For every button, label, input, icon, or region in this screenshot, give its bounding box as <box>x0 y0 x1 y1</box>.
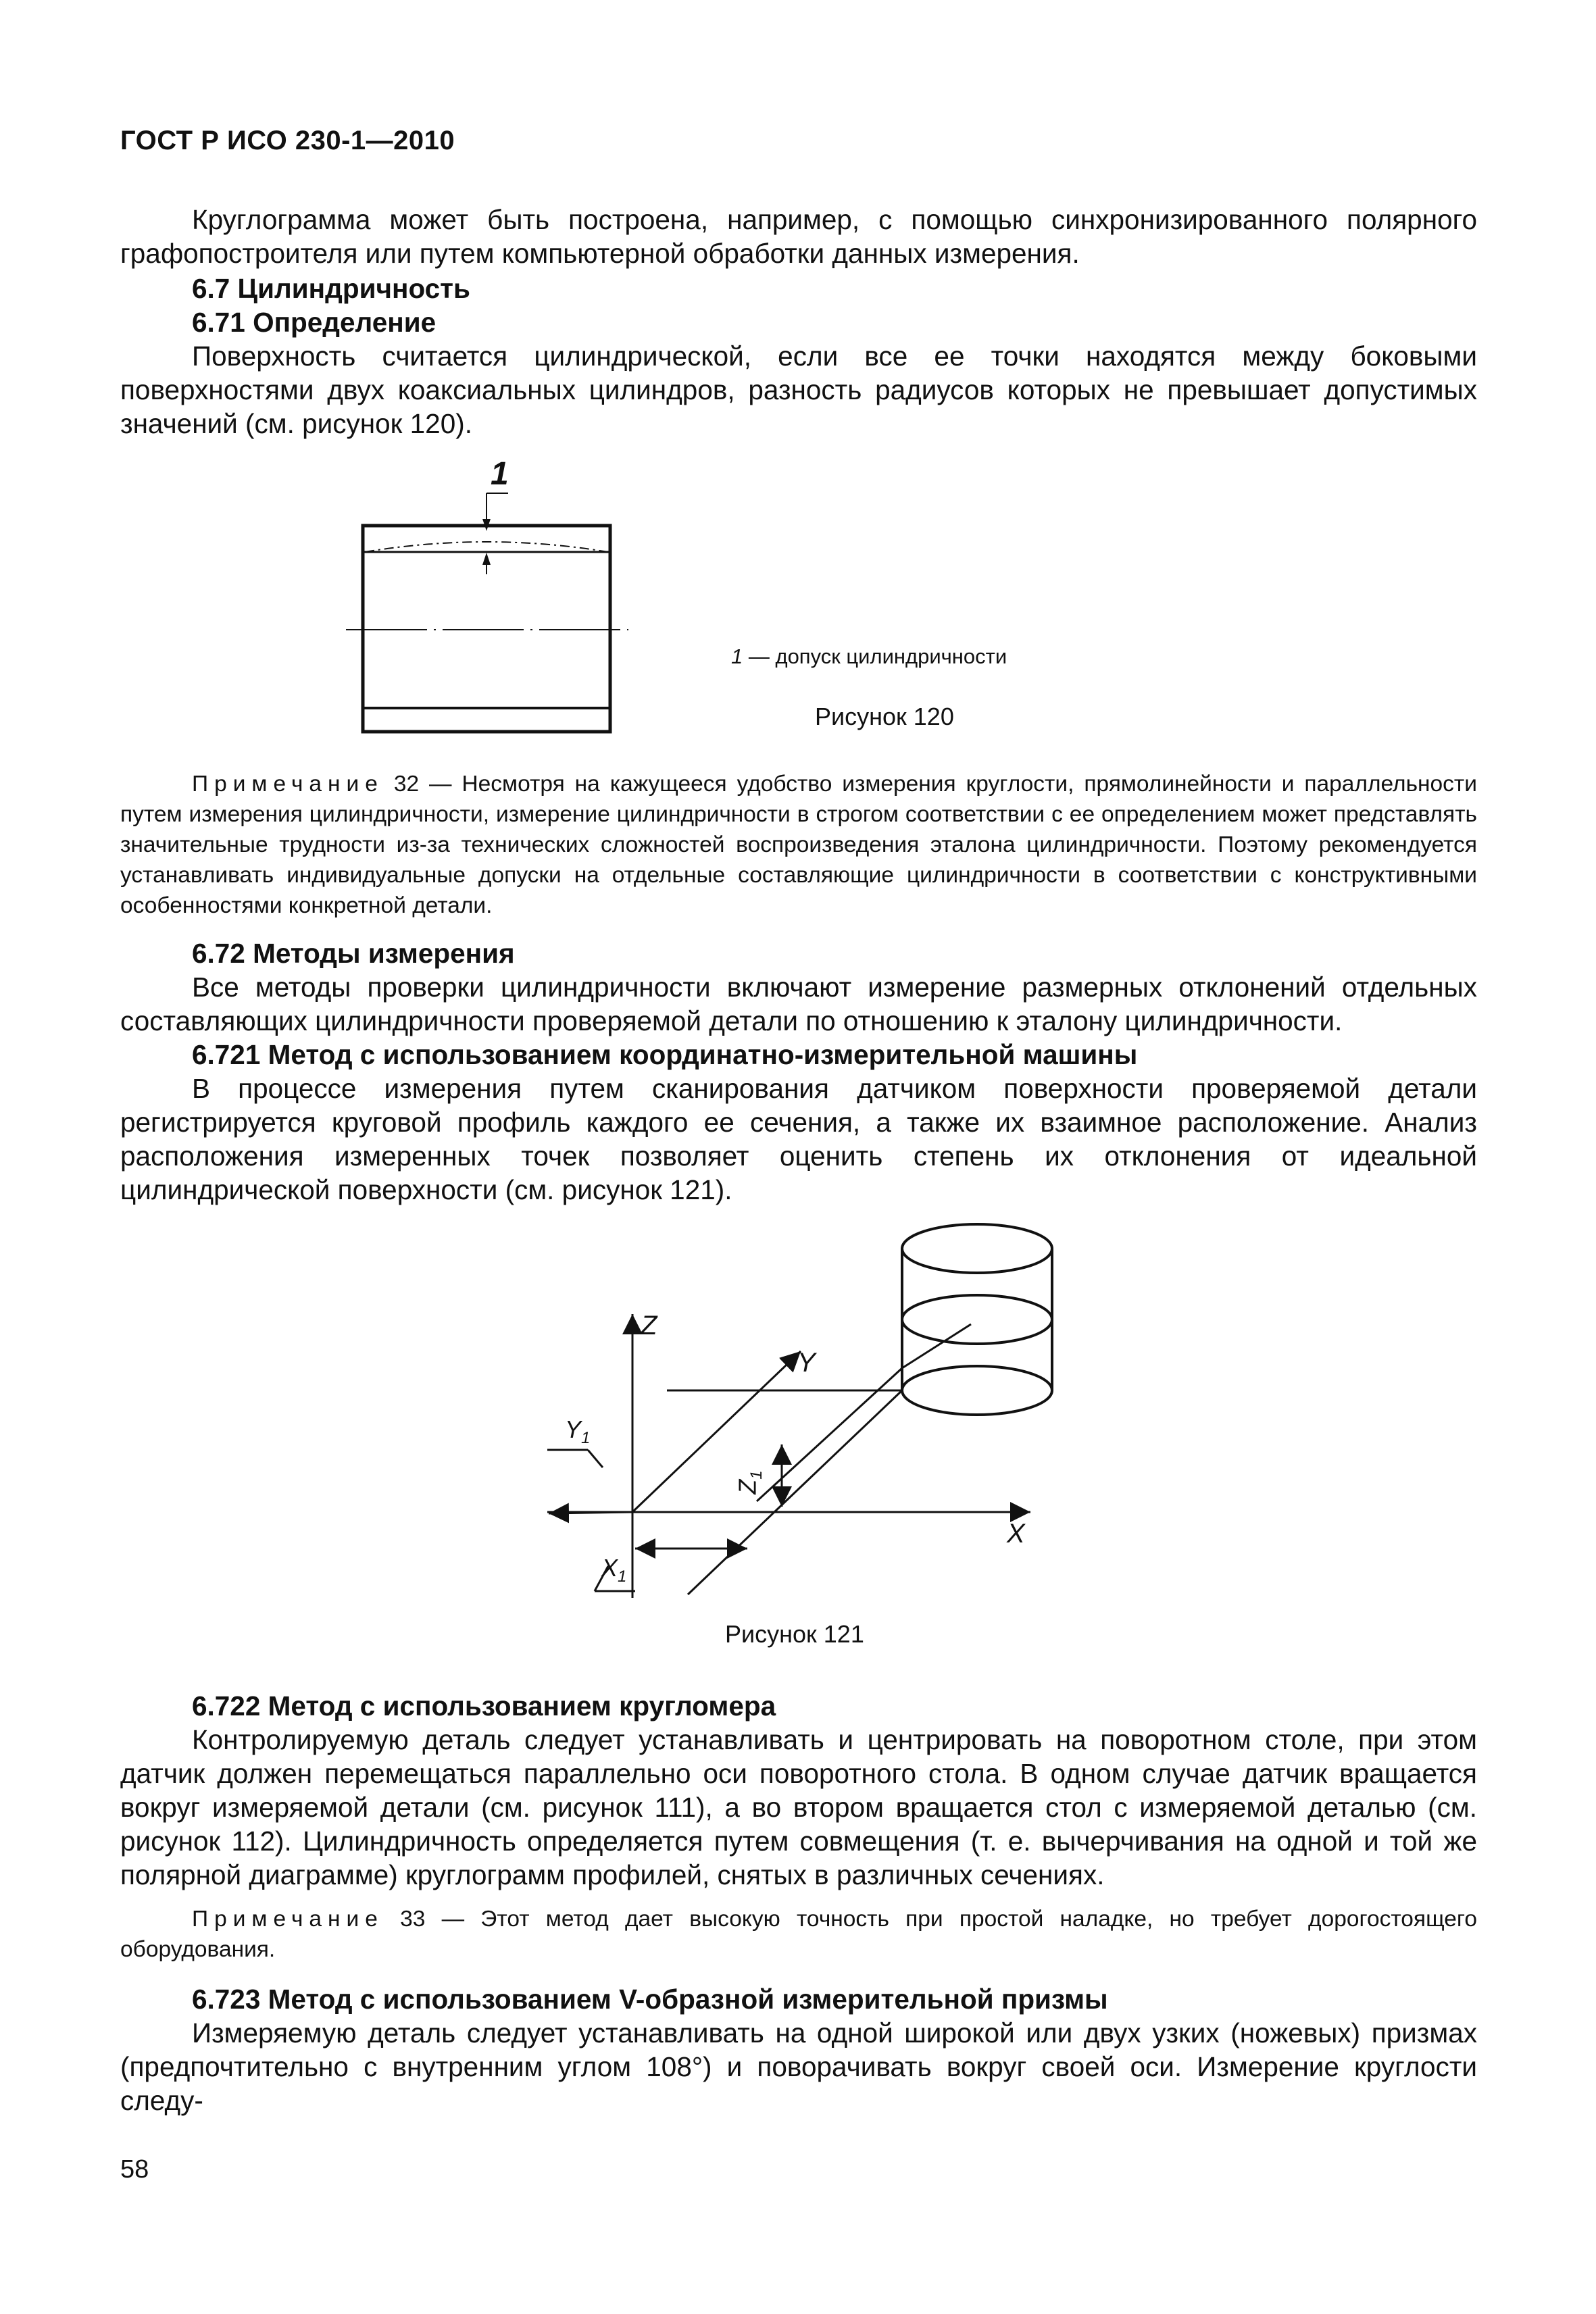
note-33-text: 33 — Этот метод дает высокую точность при простой наладке, но требует дорогостоящего оборудования. <box>120 1907 1477 1962</box>
figure-120-cylinder-drawing <box>338 453 642 743</box>
z1-letter: Z <box>733 1479 762 1494</box>
note-33 <box>120 1904 1477 1965</box>
note-32-label: Примечание <box>192 772 384 797</box>
note-32-text: 32 — Несмотря на кажущееся удобство измерения круглости, прямолинейности и параллельности путем измерения цилиндричности, измерение цилиндричности в строгом соответствии с ее определением может представлять значительные трудности из-за технических сложностей воспроизведения эталона цилиндричности. Поэтому рекомендуется устанавливать индивидуальные допуски на отдельные составляющие цилиндричности в соответствии с конструктивными особенностями конкретной детали. <box>120 772 1477 918</box>
figure-120-legend <box>731 645 1007 669</box>
definition-paragraph: Поверхность считается цилиндрической, если все ее точки находятся между боковыми поверхностями двух коаксиальных цилиндров, разность радиусов которых не превышает допустимых значений (см. рисунок 120). <box>120 341 1477 439</box>
methods-paragraph: Все методы проверки цилиндричности включают измерение размерных отклонений отдельных составляющих цилиндричности проверяемой детали по отношению к эталону цилиндричности. <box>120 972 1477 1036</box>
axis-x-label: X <box>1007 1519 1025 1549</box>
section-heading-6-7: 6.7 Цилиндричность <box>192 273 470 304</box>
axis-z-label: Z <box>641 1311 657 1340</box>
figure-120-caption: Рисунок 120 <box>815 703 954 730</box>
y1-label <box>565 1415 590 1448</box>
z1-label <box>734 1470 766 1494</box>
x1-label <box>601 1554 626 1586</box>
section-heading-6-71: 6.71 Определение <box>192 307 437 338</box>
section-heading-6-721: 6.721 Метод с использованием координатно-измерительной машины <box>192 1039 1138 1070</box>
legend-text: — допуск цилиндричности <box>743 645 1007 668</box>
figure-121-caption: Рисунок 121 <box>725 1620 864 1648</box>
section-heading-6-72: 6.72 Методы измерения <box>192 938 515 969</box>
vblock-paragraph: Измеряемую деталь следует устанавливать на одной широкой или двух узких (ножевых) призмах (предпочтительно с внутренним углом 108°) и поворачивать вокруг своей оси. Измерение круглости следу- <box>120 2017 1477 2116</box>
section-heading-6-723: 6.723 Метод с использованием V-образной измерительной призмы <box>192 1984 1108 2015</box>
x1-letter: X <box>601 1554 618 1582</box>
document-header: ГОСТ Р ИСО 230-1—2010 <box>120 126 455 155</box>
axis-y-label: Y <box>797 1348 816 1378</box>
roundness-paragraph: Контролируемую деталь следует устанавливать и центрировать на поворотном столе, при этом датчик должен перемещаться параллельно оси поворотного стола. В одном случае датчик вращается вокруг измеряемой детали (см. рисунок 111), а во втором вращается стол с измеряемой деталью (см. рисунок 112). Цилиндричность определяется путем совмещения (т. е. вычерчивания на одной и той же полярной диаграмме) круглограмм профилей, снятых в различных сечениях. <box>120 1724 1477 1890</box>
y1-letter: Y <box>565 1415 582 1443</box>
y1-subscript: 1 <box>581 1429 591 1448</box>
intro-paragraph: Круглограмма может быть построена, например, с помощью синхронизированного полярного графопостроителя или путем компьютерной обработки данных измерения. <box>120 204 1477 269</box>
figure-120-marker: 1 <box>491 456 509 492</box>
legend-number: 1 <box>731 645 743 668</box>
cmm-paragraph: В процессе измерения путем сканирования датчиком поверхности проверяемой детали регистрируется круговой профиль каждого ее сечения, а также их взаимное расположение. Анализ расположения измеренных точек позволяет оценить степень их отклонения от идеальной цилиндрической поверхности (см. рисунок 121). <box>120 1073 1477 1205</box>
x1-subscript: 1 <box>618 1567 627 1586</box>
section-heading-6-722: 6.722 Метод с использованием кругломера <box>192 1690 776 1721</box>
figure-121-coordinate-drawing <box>527 1223 1054 1601</box>
page-number: 58 <box>120 2155 149 2184</box>
z1-subscript: 1 <box>747 1470 766 1480</box>
note-32 <box>120 769 1477 921</box>
note-33-label: Примечание <box>192 1907 384 1932</box>
